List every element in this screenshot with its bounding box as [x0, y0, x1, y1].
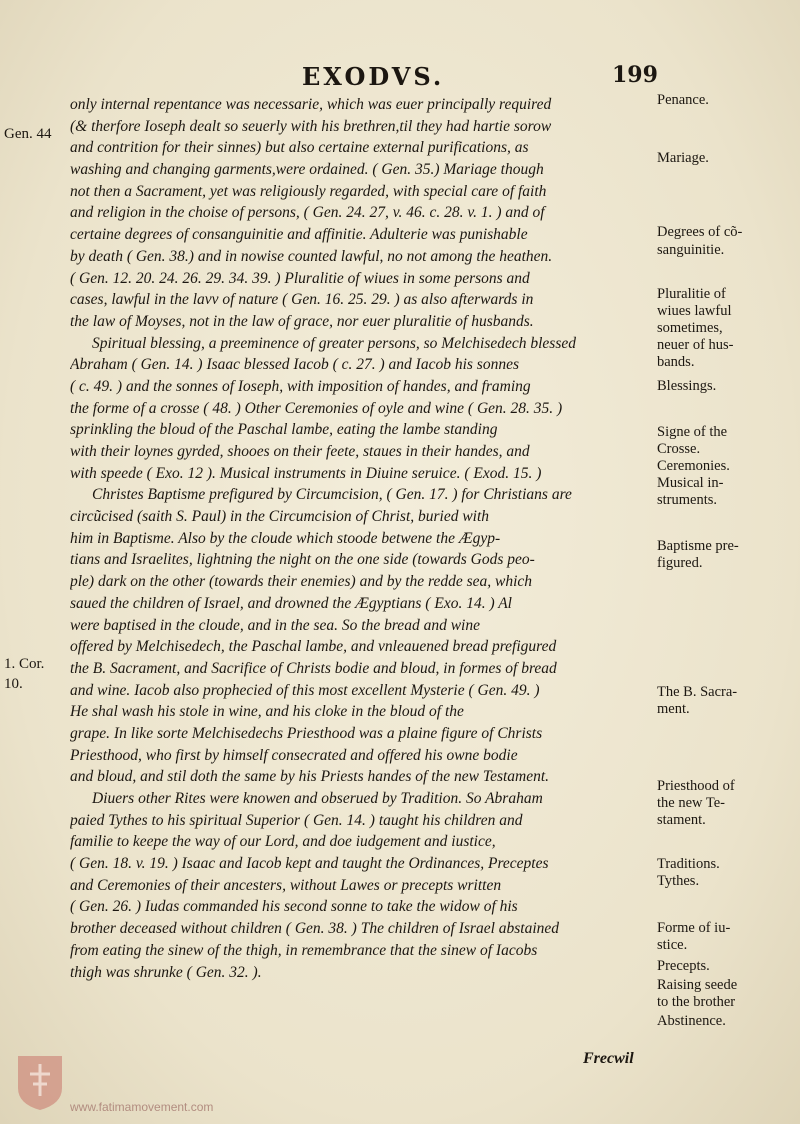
text-line: Diuers other Rites were knowen and obserued by Tradition. So Abraham: [92, 790, 543, 807]
margin-note: Tythes.: [657, 873, 700, 889]
text-line: by death ( Gen. 38.) and in nowise counted lawful, no not among the heathen.: [70, 247, 553, 265]
text-line: cases, lawful in the lavv of nature ( Gen. 16. 25. 29. ) as also afterwards in: [70, 291, 534, 309]
text-line: not then a Sacrament, yet was religiously regarded, with special care of faith: [70, 182, 547, 200]
watermark: www.fatimamovement.com: [70, 1100, 214, 1114]
text-line: ( Gen. 12. 20. 24. 26. 29. 34. 39. ) Pluralitie of wiues in some persons and: [70, 269, 530, 287]
margin-note: stament.: [657, 812, 706, 828]
text-line: circũcised (saith S. Paul) in the Circumcision of Christ, buried with: [70, 508, 490, 526]
margin-note: ment.: [657, 701, 690, 717]
text-line: saued the children of Israel, and drowned the Ægyptians ( Exo. 14. ) Al: [70, 594, 512, 612]
text-line: grape. In like sorte Melchisedechs Priesthood was a plaine figure of Christs: [70, 724, 543, 742]
text-line: Spiritual blessing, a preeminence of greater persons, so Melchisedech blessed: [92, 334, 576, 352]
text-line: familie to keepe the way of our Lord, and doe iudgement and iustice,: [70, 833, 496, 851]
text-line: ple) dark on the other (towards their enemies) and by the redde sea, which: [70, 573, 533, 591]
page-number: 199: [612, 62, 658, 88]
text-line: ( c. 49. ) and the sonnes of Ioseph, with imposition of handes, and framing: [70, 377, 531, 395]
text-line: ( Gen. 18. v. 19. ) Isaac and Iacob kept and taught the Ordinances, Preceptes: [70, 855, 549, 873]
running-title: EXODVS.: [302, 62, 445, 91]
text-line: and bloud, and stil doth the same by his Priests handes of the new Testament.: [70, 768, 550, 786]
margin-note: Blessings.: [657, 378, 717, 394]
page-header: [0, 62, 800, 92]
text-line: and wine. Iacob also prophecied of this most excellent Mysterie ( Gen. 49. ): [70, 681, 540, 699]
margin-note: sometimes,: [657, 320, 723, 336]
text-line: thigh was shrunke ( Gen. 32. ).: [70, 963, 262, 981]
text-line: and contrition for their sinnes) but also certaine external purifications, as: [70, 139, 529, 157]
text-line: only internal repentance was necessarie, which was euer principally required: [70, 96, 552, 113]
seal-logo: [12, 1052, 68, 1112]
text-line: were baptised in the cloude, and in the sea. So the bread and wine: [70, 616, 480, 634]
margin-note: stice.: [657, 937, 688, 953]
text-line: the forme of a crosse ( 48. ) Other Ceremonies of oyle and wine ( Gen. 28. 35. ): [70, 399, 563, 417]
margin-note: Abstinence.: [657, 1013, 726, 1029]
margin-note: The B. Sacra-: [657, 684, 738, 700]
text-line: Abraham ( Gen. 14. ) Isaac blessed Iacob ( c. 27. ) and Iacob his sonnes: [70, 356, 519, 374]
margin-note-cor: 1. Cor.: [4, 656, 45, 672]
catchword: Frecwil: [583, 1050, 634, 1067]
text-line: the law of Moyses, not in the law of grace, nor euer pluralitie of husbands.: [70, 312, 534, 330]
text-line: him in Baptisme. Also by the cloude which stoode betwene the Ægyp-: [70, 529, 501, 547]
text-line: from eating the sinew of the thigh, in remembrance that the sinew of Iacobs: [70, 941, 538, 959]
margin-note: Priesthood of: [657, 778, 735, 794]
margin-note: Baptisme pre-: [657, 538, 739, 554]
text-line: the B. Sacrament, and Sacrifice of Christs bodie and bloud, in formes of bread: [70, 659, 557, 677]
margin-note: Penance.: [657, 92, 709, 108]
text-line: washing and changing garments,were ordained. ( Gen. 35.) Mariage though: [70, 161, 544, 179]
text-line: and religion in the choise of persons, ( Gen. 24. 27, v. 46. c. 28. v. 1. ) and of: [70, 204, 545, 222]
margin-note: Crosse.: [657, 441, 701, 457]
margin-note: Degrees of cõ-: [657, 224, 743, 240]
margin-note-gen44: Gen. 44: [4, 126, 52, 142]
margin-note: wiues lawful: [657, 303, 732, 319]
text-line: ( Gen. 26. ) Iudas commanded his second sonne to take the widow of his: [70, 898, 518, 916]
text-line: with speede ( Exo. 12 ). Musical instruments in Diuine seruice. ( Exod. 15. ): [70, 464, 542, 482]
margin-note: neuer of hus-: [657, 337, 734, 353]
margin-note: Musical in-: [657, 475, 724, 491]
text-line: offered by Melchisedech, the Paschal lambe, and vnleauened bread prefigured: [70, 638, 557, 656]
margin-note: Forme of iu-: [657, 920, 731, 936]
text-line: sprinkling the bloud of the Paschal lambe, eating the lambe standing: [70, 421, 498, 439]
margin-note: Mariage.: [657, 150, 709, 166]
margin-note: Raising seede: [657, 977, 738, 993]
margin-note-cor-chapter: 10.: [4, 676, 23, 692]
margin-note: figured.: [657, 555, 703, 571]
text-line: He shal wash his stole in wine, and his cloke in the bloud of the: [70, 703, 464, 721]
margin-note: bands.: [657, 354, 695, 370]
margin-note: struments.: [657, 492, 718, 508]
margin-note: Signe of the: [657, 424, 728, 440]
text-line: and Ceremonies of their ancesters, without Lawes or precepts written: [70, 876, 502, 894]
margin-note: Ceremonies.: [657, 458, 730, 474]
margin-note: sanguinitie.: [657, 242, 725, 258]
text-line: with their loynes gyrded, shooes on their feete, staues in their handes, and: [70, 443, 530, 460]
text-line: paied Tythes to his spiritual Superior ( Gen. 14. ) taught his children and: [70, 811, 523, 829]
text-line: Priesthood, who first by himself consecrated and offered his owne bodie: [70, 746, 518, 764]
text-line: brother deceased without children ( Gen. 38. ) The children of Israel abstained: [70, 920, 560, 938]
margin-note: Traditions.: [657, 856, 720, 872]
margin-note: Precepts.: [657, 958, 710, 974]
body-text: [70, 94, 650, 983]
margin-note: the new Te-: [657, 795, 725, 811]
text-line: certaine degrees of consanguinitie and affinitie. Adulterie was punishable: [70, 226, 528, 244]
text-line: (& therfore Ioseph dealt so seuerly with his brethren,til they had hartie sorow: [70, 117, 552, 135]
text-line: tians and Israelites, lightning the night on the one side (towards Gods peo-: [70, 551, 535, 569]
text-line: Christes Baptisme prefigured by Circumcision, ( Gen. 17. ) for Christians are: [92, 486, 572, 504]
margin-note: to the brother: [657, 994, 736, 1010]
margin-note: Pluralitie of: [657, 286, 726, 302]
